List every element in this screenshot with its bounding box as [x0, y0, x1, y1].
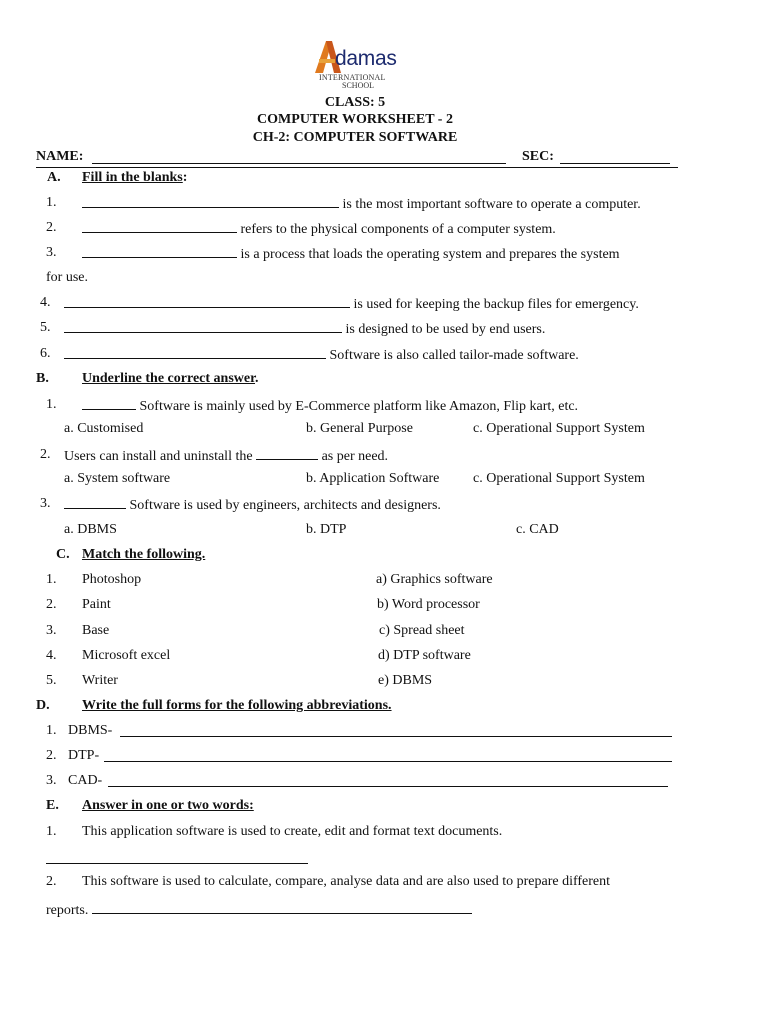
a2-question: [82, 220, 556, 238]
section-b-title-wrap: [82, 371, 259, 387]
section-b-title: Underline the correct answer: [82, 371, 256, 386]
b1-option-b[interactable]: b. General Purpose: [306, 421, 413, 436]
c2-left: Paint: [82, 597, 111, 612]
c1-right: a) Graphics software: [376, 572, 493, 587]
d2-blank[interactable]: [104, 748, 672, 762]
e2-text: This software is used to calculate, compare, analyse data and are also used to prepare different: [82, 874, 611, 889]
a2-text: refers to the physical components of a computer system.: [237, 222, 556, 237]
b2-question: [64, 447, 388, 465]
section-e-letter: E.: [46, 798, 59, 813]
e2-continuation: [46, 901, 472, 919]
a5-text: is designed to be used by end users.: [342, 322, 546, 337]
a3-continuation: for use.: [46, 270, 88, 285]
b1-question: [82, 397, 578, 415]
b2-pre: Users can install and uninstall the: [64, 449, 257, 464]
d3-num: 3.: [46, 773, 57, 788]
a4-question: [64, 295, 639, 313]
b2-option-c[interactable]: c. Operational Support System: [473, 471, 645, 486]
b1-num: 1.: [46, 397, 57, 412]
d3-label: CAD-: [68, 773, 103, 788]
c2-num: 2.: [46, 597, 57, 612]
a5-question: [64, 320, 545, 338]
c3-left: Base: [82, 623, 110, 638]
b1-option-a[interactable]: a. Customised: [64, 421, 144, 436]
a6-blank[interactable]: [64, 346, 326, 359]
class-heading: CLASS: 5: [324, 95, 386, 110]
section-d-letter: D.: [36, 698, 50, 713]
d2-label: DTP-: [68, 748, 100, 763]
a1-question: [82, 195, 641, 213]
a4-num: 4.: [40, 295, 51, 310]
e1-text: This application software is used to create, edit and format text documents.: [82, 824, 503, 839]
a3-num: 3.: [46, 245, 57, 260]
section-b-letter: B.: [36, 371, 49, 386]
a3-blank[interactable]: [82, 245, 237, 258]
a4-text: is used for keeping the backup files for emergency.: [350, 297, 639, 312]
chapter-heading: CH-2: COMPUTER SOFTWARE: [252, 130, 458, 145]
b3-option-b[interactable]: b. DTP: [306, 522, 347, 537]
c4-num: 4.: [46, 648, 57, 663]
a3-text: is a process that loads the operating system and prepares the system: [237, 247, 620, 262]
b2-text: as per need.: [318, 449, 389, 464]
section-c-title: Match the following.: [82, 547, 206, 562]
section-e-title: Answer in one or two words:: [82, 798, 254, 813]
header-divider: [36, 167, 678, 168]
e1-blank[interactable]: [46, 850, 308, 864]
b2-option-a[interactable]: a. System software: [64, 471, 171, 486]
name-blank[interactable]: [92, 149, 506, 164]
a6-question: [64, 346, 579, 364]
d1-label: DBMS-: [68, 723, 113, 738]
b2-blank[interactable]: [256, 447, 318, 460]
b2-num: 2.: [40, 447, 51, 462]
e2-num: 2.: [46, 874, 57, 889]
c4-right: d) DTP software: [378, 648, 471, 663]
b1-blank[interactable]: [82, 397, 136, 410]
b3-option-a[interactable]: a. DBMS: [64, 522, 117, 537]
a5-num: 5.: [40, 320, 51, 335]
b3-option-c[interactable]: c. CAD: [516, 522, 559, 537]
d3-blank[interactable]: [108, 773, 668, 787]
b2-option-b[interactable]: b. Application Software: [306, 471, 440, 486]
sec-blank[interactable]: [560, 149, 670, 164]
a5-blank[interactable]: [64, 320, 342, 333]
section-a-title-wrap: [82, 170, 187, 186]
a1-num: 1.: [46, 195, 57, 210]
c1-left: Photoshop: [82, 572, 142, 587]
a1-text: is the most important software to operate a computer.: [339, 197, 641, 212]
c5-left: Writer: [82, 673, 118, 688]
name-label: NAME:: [36, 149, 84, 164]
c3-num: 3.: [46, 623, 57, 638]
section-d-title: Write the full forms for the following abbreviations.: [82, 698, 392, 713]
b1-option-c[interactable]: c. Operational Support System: [473, 421, 645, 436]
b1-text: Software is mainly used by E-Commerce platform like Amazon, Flip kart, etc.: [136, 399, 579, 414]
logo-subtitle-1: INTERNATIONAL: [319, 73, 386, 82]
c5-right: e) DBMS: [378, 673, 433, 688]
sec-label: SEC:: [522, 149, 554, 164]
a1-blank[interactable]: [82, 195, 339, 208]
section-a-title: Fill in the blanks: [82, 170, 183, 185]
c4-left: Microsoft excel: [82, 648, 171, 663]
e1-num: 1.: [46, 824, 57, 839]
section-c-letter: C.: [56, 547, 70, 562]
c5-num: 5.: [46, 673, 57, 688]
a6-text: Software is also called tailor-made software.: [326, 348, 579, 363]
section-b-dot: .: [255, 371, 259, 386]
d2-num: 2.: [46, 748, 57, 763]
d1-blank[interactable]: [120, 723, 672, 737]
b3-text: Software is used by engineers, architects and designers.: [126, 498, 441, 513]
worksheet-heading: COMPUTER WORKSHEET - 2: [257, 112, 453, 127]
e2-blank[interactable]: [92, 901, 472, 914]
b3-question: [64, 496, 441, 514]
school-logo: [309, 35, 399, 91]
a3-question: [82, 245, 620, 263]
section-a-colon: :: [182, 170, 188, 185]
a6-num: 6.: [40, 346, 51, 361]
c3-right: c) Spread sheet: [379, 623, 465, 638]
c1-num: 1.: [46, 572, 57, 587]
a2-blank[interactable]: [82, 220, 237, 233]
d1-num: 1.: [46, 723, 57, 738]
b3-blank[interactable]: [64, 496, 126, 509]
a4-blank[interactable]: [64, 295, 350, 308]
b3-num: 3.: [40, 496, 51, 511]
section-a-letter: A.: [47, 170, 61, 185]
logo-name: damas: [335, 47, 397, 70]
e2-cont-text: reports.: [46, 903, 89, 918]
logo-subtitle-2: SCHOOL: [342, 81, 375, 90]
c2-right: b) Word processor: [377, 597, 480, 612]
a2-num: 2.: [46, 220, 57, 235]
